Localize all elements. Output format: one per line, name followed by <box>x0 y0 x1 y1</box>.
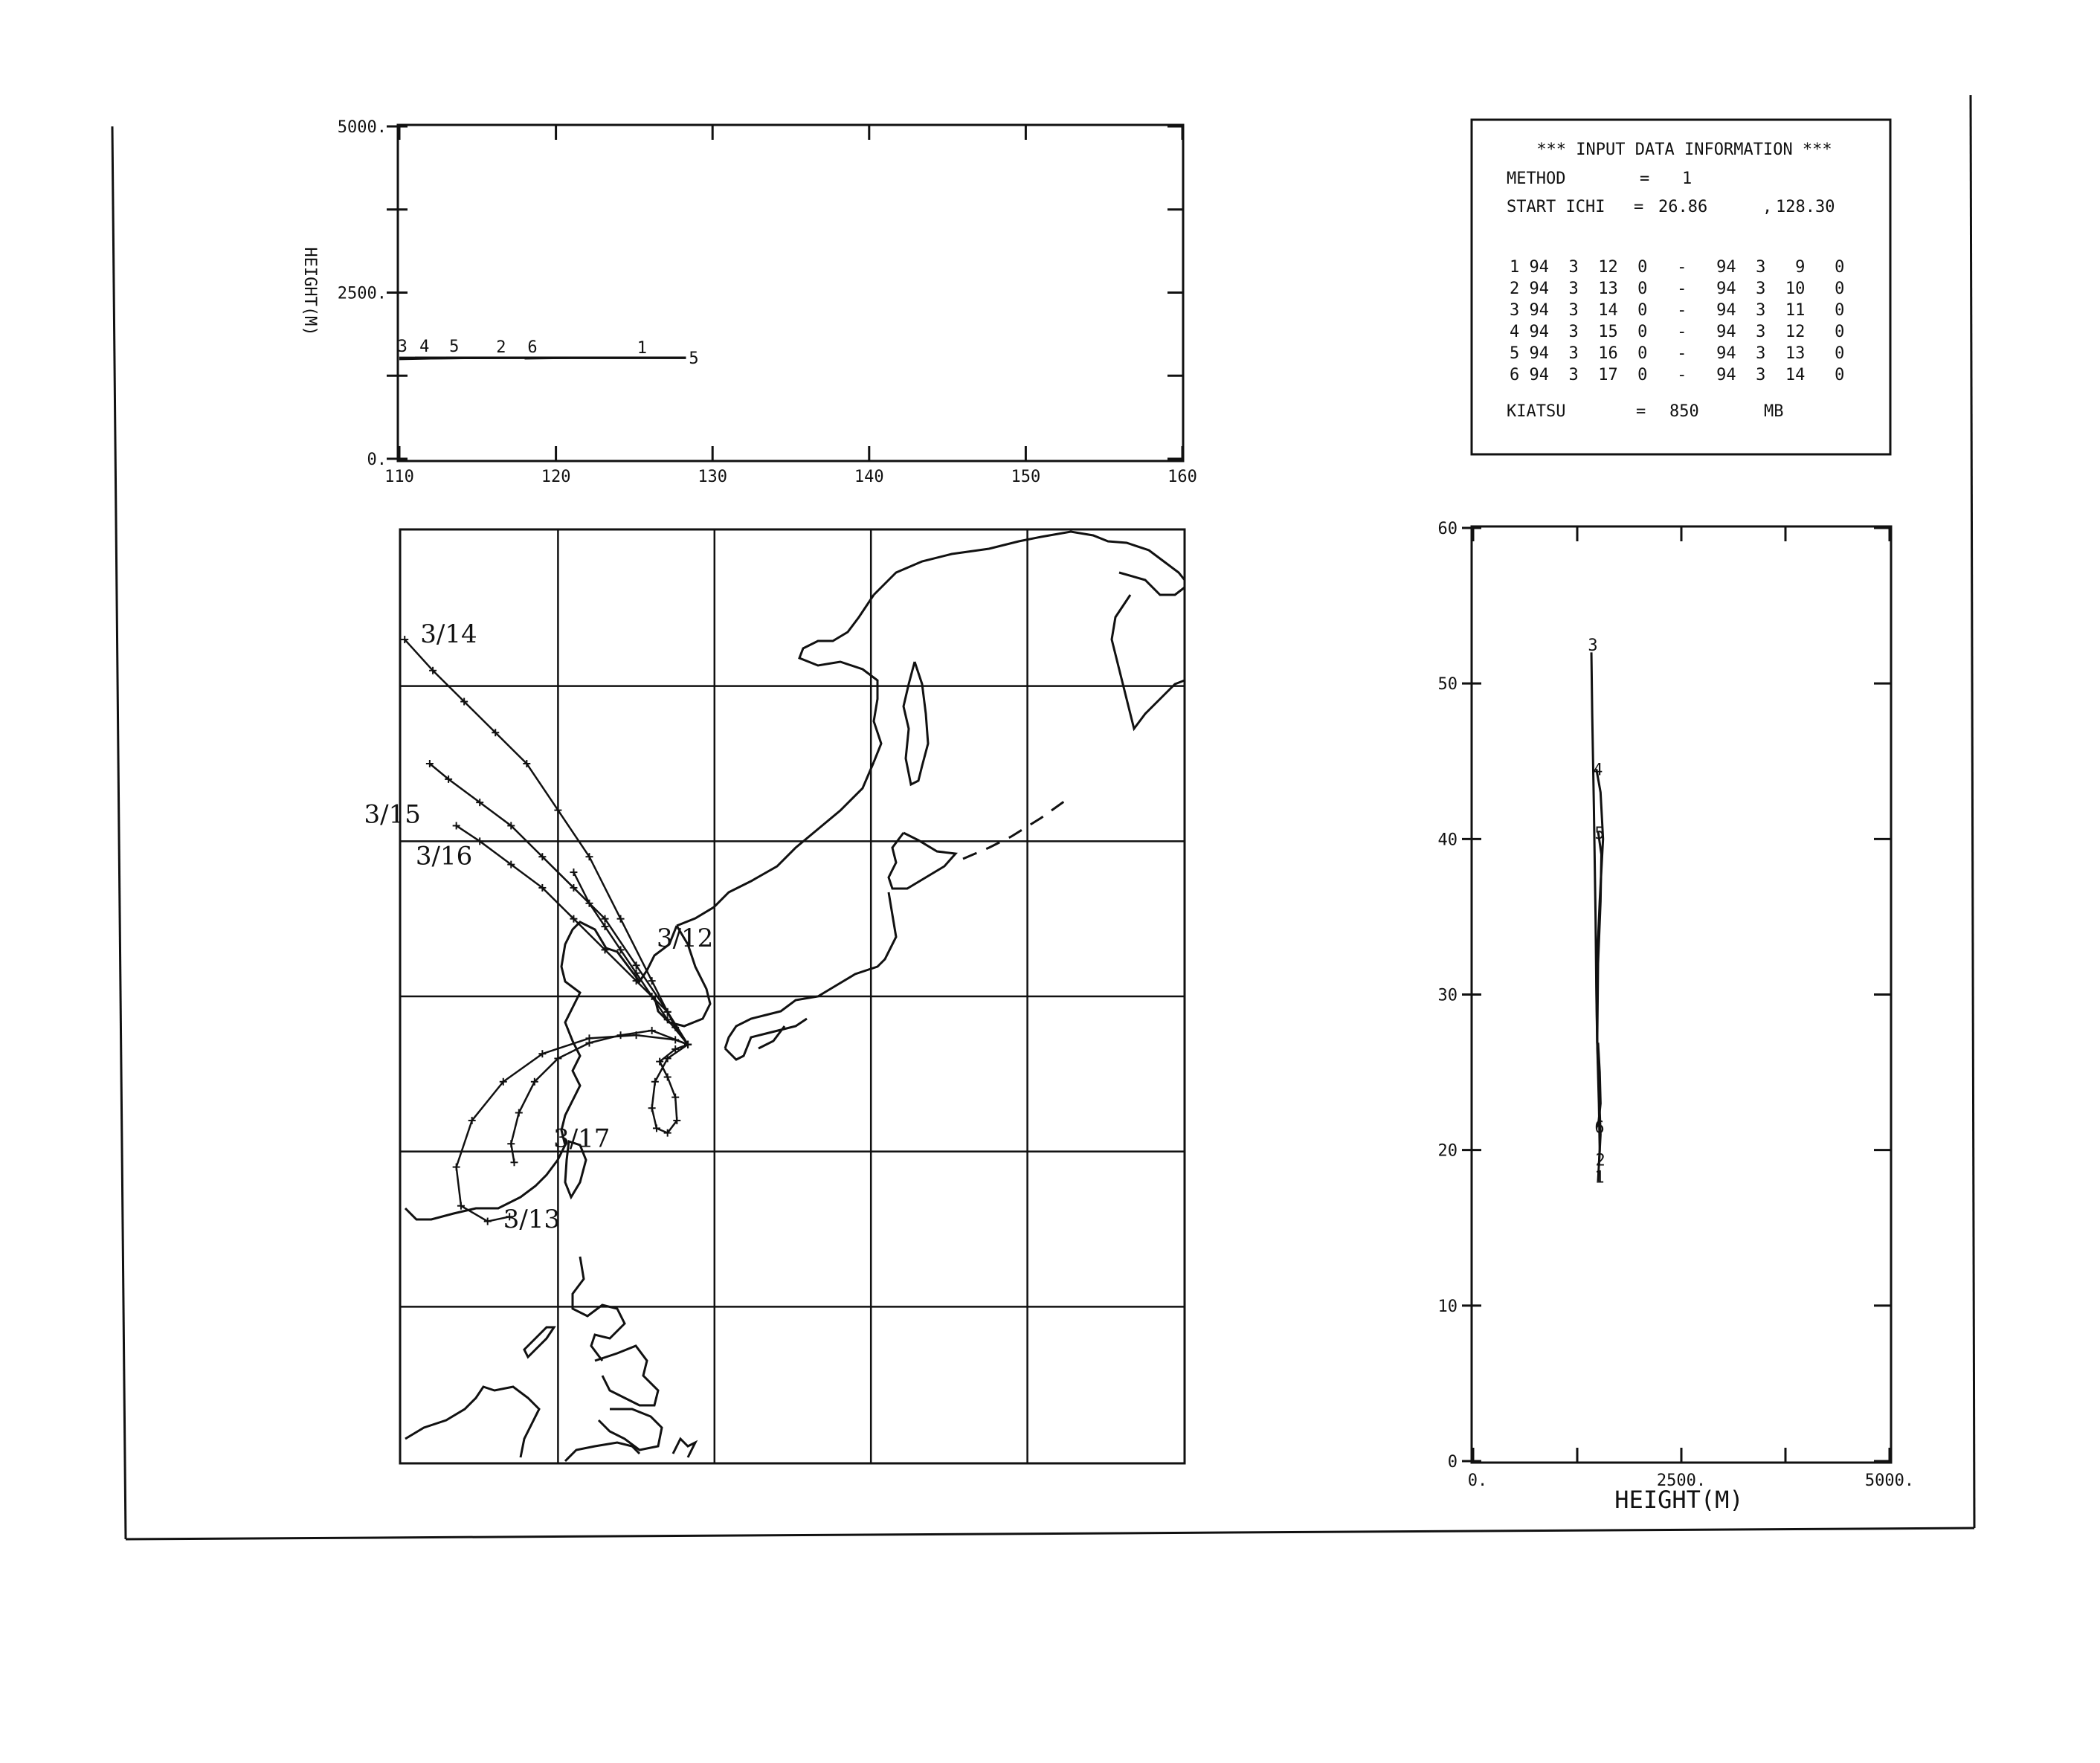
info-title: *** INPUT DATA INFORMATION *** <box>1536 141 1832 159</box>
info-data-row: 5 94 3 16 0 - 94 3 13 0 <box>1510 344 1845 363</box>
coast-sakhalin <box>904 662 928 784</box>
frame-left <box>112 126 126 1539</box>
top-series-label: 6 <box>527 338 538 358</box>
date-label: 3/14 <box>420 619 477 650</box>
right-series-label: 6 <box>1594 1118 1605 1138</box>
top-y-axis-label: HEIGHT(M) <box>300 247 319 336</box>
top-y-tick-label: 5000. <box>337 118 387 137</box>
top-end-marker-label: 5 <box>689 349 699 369</box>
coast-palawan <box>524 1327 554 1357</box>
right-y-tick-label: 40 <box>1437 831 1458 850</box>
top-x-tick-label: 150 <box>1011 468 1041 486</box>
coast-kamchatka <box>1112 573 1185 729</box>
top-series-label: 1 <box>637 338 648 358</box>
right-x-tick-label: 2500. <box>1656 1472 1707 1490</box>
height-longitude-plot <box>300 118 1197 486</box>
right-x-axis-label: HEIGHT(M) <box>1614 1486 1744 1514</box>
right-series-label: 1 <box>1594 1168 1605 1187</box>
input-data-info-box <box>1472 120 1890 454</box>
date-label: 3/13 <box>503 1204 561 1234</box>
top-series-label: 2 <box>496 338 506 358</box>
top-y-tick-label: 2500. <box>337 284 387 303</box>
info-kiatsu-label: KIATSU <box>1507 402 1566 421</box>
date-label: 3/12 <box>656 924 714 954</box>
right-y-tick-label: 10 <box>1437 1297 1458 1316</box>
top-series-label: 4 <box>419 338 430 357</box>
coast-kurils <box>963 799 1067 859</box>
coast-indochina <box>405 1387 539 1457</box>
date-label: 3/16 <box>415 841 473 871</box>
info-start-comma: , <box>1762 198 1773 216</box>
right-x-tick-label: 0. <box>1467 1472 1488 1490</box>
coast-mainland-east <box>677 762 874 926</box>
right-y-tick-label: 0 <box>1447 1453 1458 1472</box>
info-data-row: 6 94 3 17 0 - 94 3 14 0 <box>1510 366 1845 384</box>
top-y-tick-label: 0. <box>367 451 387 469</box>
coast-philippines-visayas <box>595 1346 658 1405</box>
right-series-label: 4 <box>1593 761 1603 780</box>
coast-eurasia-north <box>874 532 1185 595</box>
info-kiatsu-value: 850 <box>1669 402 1699 421</box>
top-x-tick-label: 130 <box>698 468 728 486</box>
info-data-row: 4 94 3 15 0 - 94 3 12 0 <box>1510 323 1845 341</box>
coast-philippines-luzon <box>573 1257 625 1361</box>
info-method-value: 1 <box>1682 170 1692 188</box>
coast-okhotsk <box>799 595 881 762</box>
info-kiatsu-unit: MB <box>1764 402 1784 421</box>
info-method-label: METHOD <box>1507 170 1566 188</box>
top-series-label: 3 <box>397 338 408 357</box>
right-y-tick-label: 50 <box>1437 675 1458 694</box>
trajectory-line <box>457 825 688 1044</box>
top-plot-frame <box>398 125 1183 461</box>
date-label: 3/15 <box>364 799 421 830</box>
right-series-label: 3 <box>1588 636 1598 656</box>
top-x-tick-label: 140 <box>854 468 884 486</box>
info-start-label: START ICHI <box>1507 198 1605 216</box>
latitude-height-plot <box>1438 520 1915 1514</box>
right-plot-frame <box>1472 526 1891 1463</box>
info-data-row: 3 94 3 14 0 - 94 3 11 0 <box>1510 301 1845 320</box>
right-series-label: 2 <box>1595 1151 1605 1170</box>
info-start-equals: = <box>1634 198 1644 216</box>
frame-bottom <box>126 1528 1974 1539</box>
frame-right <box>1971 95 1974 1528</box>
info-data-row: 2 94 3 13 0 - 94 3 10 0 <box>1510 280 1845 298</box>
info-method-equals: = <box>1640 170 1650 188</box>
trajectory-map <box>364 529 1185 1463</box>
right-y-tick-label: 60 <box>1437 520 1458 538</box>
right-x-tick-label: 5000. <box>1864 1472 1915 1490</box>
right-series-label: 5 <box>1594 825 1605 844</box>
date-label: 3/17 <box>553 1124 611 1154</box>
top-x-tick-label: 120 <box>541 468 571 486</box>
info-data-row: 1 94 3 12 0 - 94 3 9 0 <box>1510 258 1845 277</box>
info-start-value2: 128.30 <box>1776 198 1835 216</box>
top-x-tick-label: 110 <box>384 468 414 486</box>
top-x-tick-label: 160 <box>1167 468 1197 486</box>
top-series-label: 5 <box>449 338 460 357</box>
right-y-tick-label: 30 <box>1437 986 1458 1005</box>
info-start-value: 26.86 <box>1658 198 1708 216</box>
info-kiatsu-equals: = <box>1636 402 1646 421</box>
right-y-tick-label: 20 <box>1437 1141 1458 1161</box>
